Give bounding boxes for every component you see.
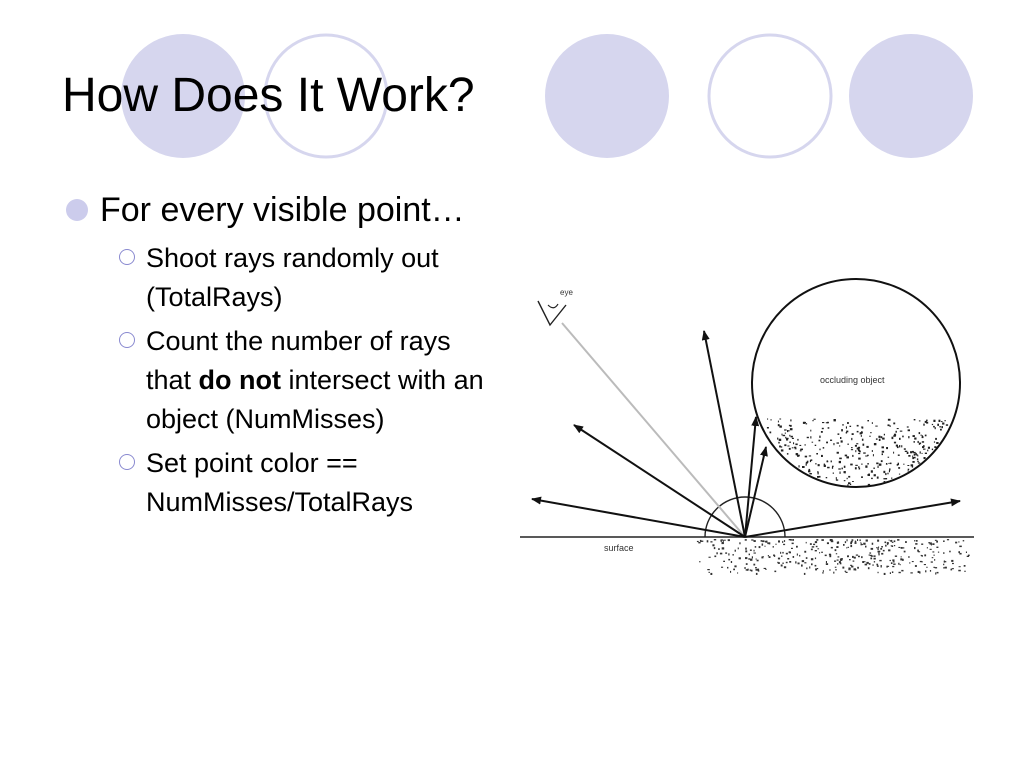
eye-label: eye xyxy=(560,288,573,297)
bullet-list xyxy=(62,188,502,527)
sub-bullet-3 xyxy=(62,444,502,522)
deco-circle-filled-3 xyxy=(849,34,973,158)
bullet-main-text: For every visible point… xyxy=(100,191,465,229)
ambient-occlusion-diagram xyxy=(512,275,982,585)
bullet-dot-icon xyxy=(66,199,88,221)
ray-far-right xyxy=(745,501,960,537)
ray-far-left xyxy=(532,499,745,537)
sub-bullet-1-text: Shoot rays randomly out (TotalRays) xyxy=(146,243,439,312)
slide-title: How Does It Work? xyxy=(62,69,475,122)
sub-bullet-list xyxy=(62,239,502,522)
surface-stipple-shading xyxy=(697,539,970,575)
view-ray xyxy=(562,323,745,537)
sub-bullet-3-text: Set point color == NumMisses/TotalRays xyxy=(146,448,414,517)
occluding-object-label: occluding object xyxy=(820,375,885,385)
sub-bullet-2-text-pre: Count the number of rays that xyxy=(146,326,451,395)
sub-bullet-2 xyxy=(62,322,502,439)
sub-bullet-ring-icon xyxy=(119,332,135,348)
surface-label: surface xyxy=(604,543,634,553)
sub-bullet-2-emphasis: do not xyxy=(198,365,282,395)
sub-bullet-ring-icon xyxy=(119,454,135,470)
deco-circle-outline-2 xyxy=(709,35,831,157)
sub-bullet-2-text-post: intersect with an object (NumMisses) xyxy=(146,365,484,434)
ray-left xyxy=(574,425,745,537)
deco-circle-filled-2 xyxy=(545,34,669,158)
sub-bullet-1 xyxy=(62,239,502,317)
eye-icon xyxy=(538,301,566,325)
ray-up xyxy=(704,331,745,537)
sub-bullet-ring-icon xyxy=(119,249,135,265)
ray-up-right-1 xyxy=(745,417,756,537)
bullet-main xyxy=(62,188,502,233)
